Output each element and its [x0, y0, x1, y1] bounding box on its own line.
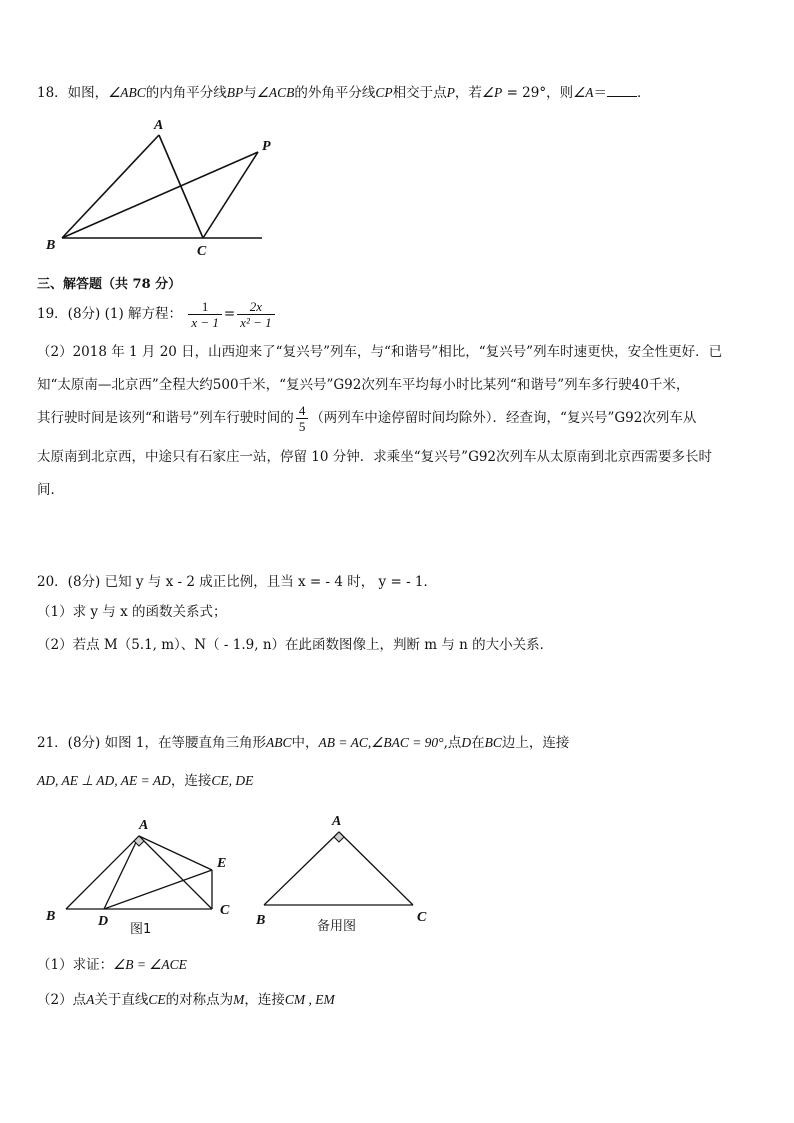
q21-ce-de: CE, DE	[211, 773, 254, 788]
frac-den: x − 1	[191, 315, 219, 330]
equals-sign: =	[223, 306, 236, 322]
fig1-label-c: C	[220, 903, 230, 918]
q19-fraction-left	[188, 299, 222, 330]
q18-angle-acb: ∠ACB	[256, 85, 295, 100]
fig2-segment-ac	[339, 832, 413, 905]
q21-spare-figure	[252, 808, 437, 938]
fig2-label-a: A	[332, 814, 342, 829]
q18-label-a: A	[154, 118, 164, 133]
q18-text: = 29°，则	[502, 85, 574, 101]
q18-angle-abc: ∠ABC	[108, 85, 146, 100]
q19-line3: 知“太原南—北京西”全程大约500千米，“复兴号”G92次列车平均每小时比某列“和谐号”列车多行驶40千米，	[37, 377, 690, 393]
q21-figure-1	[40, 812, 250, 942]
q21-sub1	[37, 956, 187, 974]
q18-text: ．	[636, 85, 651, 101]
q21-d: D	[461, 735, 472, 750]
fig1-segment-ae	[139, 836, 212, 870]
q21-text: ,点	[443, 735, 462, 751]
q21-condition-2: AD, AE ⊥ AD, AE = AD	[37, 773, 171, 788]
q18-segment-bp	[62, 152, 258, 238]
q18-text: 的外角平分线	[294, 85, 376, 101]
q19-line2: （2）2018 年 1 月 20 日，山西迎来了“复兴号”列车，与“和谐号”相比，“复兴号”列车时速更快，安全性更好．已	[37, 344, 723, 360]
q18-cp: CP	[375, 85, 393, 100]
q18-label-b: B	[46, 238, 56, 253]
q18-text: ＝	[593, 85, 607, 101]
q18-text: 的内角平分线	[145, 85, 227, 101]
frac-den: 5	[298, 419, 306, 434]
q20-line1: 20．(8分) 已知 y 与 x - 2 成正比例，且当 x = - 4 时， y = - 1．	[37, 574, 438, 590]
answer-blank[interactable]	[607, 84, 637, 97]
fig2-right-angle-mark	[334, 832, 344, 842]
fig2-caption: 备用图	[317, 919, 357, 934]
fig1-label-d: D	[98, 914, 109, 929]
q21-line-ce: CE	[148, 992, 166, 1007]
fig1-label-b: B	[46, 909, 56, 924]
frac-den: x² − 1	[240, 315, 272, 330]
fig1-segment-ab	[66, 836, 139, 909]
q19-prefix: 19．(8分) (1) 解方程：	[37, 306, 183, 322]
fig2-label-b: B	[256, 913, 266, 928]
q18-bp: BP	[226, 85, 244, 100]
q21-cm-em: CM , EM	[284, 992, 335, 1007]
q18-p: P	[446, 85, 455, 100]
q18-label-p: P	[262, 139, 271, 154]
q18-segment-ba	[62, 135, 159, 238]
q18-text: 与	[243, 85, 257, 101]
frac-num: 4	[296, 403, 309, 419]
q19-text: （两列车中途停留时间均除外）．经查询，“复兴号”G92次列车从	[310, 410, 697, 426]
fig2-label-c: C	[417, 910, 427, 925]
q19-fraction-right	[237, 299, 274, 330]
fig1-caption: 图1	[130, 922, 152, 937]
q21-condition: AB = AC,∠BAC = 90°	[318, 735, 444, 750]
fig2-segment-ab	[264, 832, 339, 905]
q21-line1	[37, 734, 569, 752]
q18-text: ，若	[454, 85, 482, 101]
q19-line4	[37, 402, 696, 434]
fig1-label-a: A	[139, 818, 149, 833]
q21-sub2	[37, 991, 335, 1009]
frac-num: 1	[188, 299, 222, 315]
q18-label-c: C	[197, 244, 207, 259]
q20-line3: （2）若点 M（5.1, m）、N（ - 1.9, n）在此函数图像上，判断 m 与 n 的大小关系．	[37, 637, 554, 653]
q21-bc: BC	[484, 735, 502, 750]
section-heading: 三、解答题（共 78 分）	[37, 277, 182, 292]
q18-figure	[40, 112, 280, 262]
q21-text: （1）求证：	[37, 957, 114, 973]
q18-angle-p: ∠P	[481, 85, 503, 100]
q21-text: ，连接	[170, 773, 212, 789]
q21-text: （2）点	[37, 992, 87, 1008]
q19-line6: 间．	[37, 482, 64, 498]
fig1-label-e: E	[217, 856, 227, 871]
q21-text: 在	[471, 735, 485, 751]
q18-statement	[37, 84, 650, 102]
q21-text: 中，	[291, 735, 319, 751]
q20-line2: （1）求 y 与 x 的函数关系式；	[37, 604, 227, 620]
q18-text: 相交于点	[392, 85, 447, 101]
q18-text: 18．如图，	[37, 85, 109, 101]
q19-text: 其行驶时间是该列“和谐号”列车行驶时间的	[37, 410, 294, 426]
q18-angle-a: ∠A	[573, 85, 594, 100]
q21-line2	[37, 772, 253, 790]
q21-point-a: A	[86, 992, 95, 1007]
q21-text: 的对称点为	[165, 992, 234, 1008]
q21-point-m: M	[233, 992, 245, 1007]
q21-text: 边上，连接	[501, 735, 570, 751]
q21-text: 21．(8分) 如图 1，在等腰直角三角形	[37, 735, 266, 751]
q21-angle-equation: ∠B = ∠ACE	[113, 957, 187, 972]
q21-text: 关于直线	[94, 992, 149, 1008]
frac-num: 2x	[237, 299, 274, 315]
q21-abc: ABC	[265, 735, 292, 750]
fig1-segment-ac	[139, 836, 212, 909]
q19-line5: 太原南到北京西，中途只有石家庄一站，停留 10 分钟．求乘坐“复兴号”G92次列车从太原南到北京西需要多长时	[37, 449, 713, 465]
q19-fraction-four-fifths	[296, 403, 309, 434]
q21-text: ，连接	[244, 992, 285, 1008]
q19-part1	[37, 298, 277, 330]
